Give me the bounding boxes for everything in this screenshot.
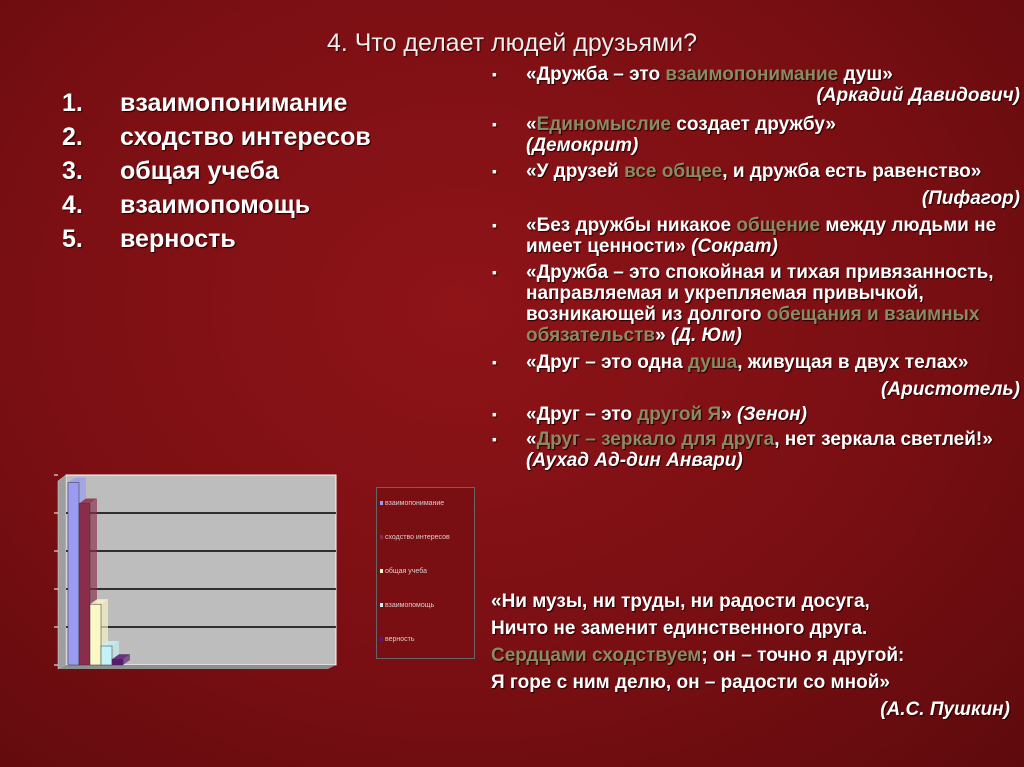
list-item [62, 120, 371, 154]
bar [79, 504, 90, 666]
bar [112, 659, 123, 665]
quote-keyword: обещания и взаимных обязательств [526, 304, 980, 346]
bullet-icon: ▪ [492, 431, 497, 447]
quote-text: «Друг – это [526, 404, 638, 425]
legend-item [380, 500, 444, 507]
poem-line [491, 642, 1016, 669]
slide-title: 4. Что делает людей друзьями? [326, 29, 698, 57]
bullet-icon: ▪ [492, 406, 497, 422]
poem-line: Я горе с ним делю, он – радости со мной» [491, 672, 890, 693]
chart-side-wall [58, 475, 66, 669]
quote-author: (Аухад Ад-дин Анвари) [526, 450, 743, 471]
bar-chart [38, 470, 340, 672]
legend-swatch [380, 569, 383, 573]
poem-keyword: Сердцами сходствуем [491, 645, 702, 666]
legend-label: сходство интересов [385, 534, 450, 541]
quote-text: « [526, 429, 537, 450]
item-text: сходство интересов [120, 123, 371, 151]
quote-text: «Друг – это одна [526, 352, 688, 373]
item-number: 2. [62, 123, 83, 151]
item-text: взаимопонимание [120, 89, 348, 117]
quote-item [492, 404, 1020, 425]
item-number: 5. [62, 225, 83, 253]
quotes-list [492, 64, 1020, 471]
legend-label: общая учеба [385, 568, 427, 575]
quote-keyword: Друг – зеркало для друга [536, 429, 775, 450]
list-item [62, 188, 371, 222]
quote-item [492, 262, 1020, 346]
list-item [62, 86, 371, 120]
quote-item [492, 64, 1020, 106]
item-number: 3. [62, 157, 83, 185]
poem-line: «Ни музы, ни труды, ни радости досуга, [491, 591, 870, 612]
quote-text: , нет зеркала светлей!» [774, 429, 993, 450]
quote-text: между людьми не имеет ценности» [526, 215, 997, 257]
quote-author: (Демокрит) [526, 135, 639, 156]
quote-text: «У друзей [526, 161, 625, 182]
item-number: 4. [62, 191, 83, 219]
quote-item [492, 352, 1020, 400]
chart-floor [58, 665, 336, 669]
legend-item [380, 534, 450, 541]
legend-label: верность [385, 636, 415, 643]
legend-item [380, 568, 427, 575]
legend-item [380, 636, 415, 643]
legend-swatch [380, 501, 383, 505]
pushkin-poem [491, 588, 1016, 723]
item-text: взаимопомощь [120, 191, 311, 219]
quote-author: (Сократ) [691, 236, 778, 257]
quote-item [492, 114, 1020, 156]
bullet-icon: ▪ [492, 217, 497, 233]
quote-text: » [655, 325, 671, 346]
bar [101, 646, 112, 665]
bullet-icon: ▪ [492, 116, 497, 132]
list-item [62, 222, 371, 256]
quote-author: (Зенон) [736, 404, 807, 425]
item-text: общая учеба [120, 157, 279, 185]
legend-swatch [380, 637, 383, 641]
quote-author: (Аркадий Давидович) [816, 85, 1020, 106]
quote-text: душ» [838, 64, 893, 85]
quote-keyword: все общее [624, 161, 723, 182]
bullet-icon: ▪ [492, 66, 497, 82]
quote-item [492, 429, 1020, 471]
legend-label: взаимопонимание [385, 500, 445, 507]
quote-text: «Дружба – это [526, 64, 666, 85]
quote-keyword: другой Я [637, 404, 722, 425]
item-number: 1. [62, 89, 83, 117]
quote-item [492, 161, 1020, 209]
bar [68, 483, 79, 665]
chart-legend [376, 487, 475, 659]
quote-keyword: общение [736, 215, 821, 236]
quote-text: » [721, 404, 737, 425]
list-item [62, 154, 371, 188]
quote-author: (Пифагор) [921, 188, 1020, 209]
quote-keyword: взаимопонимание [665, 64, 839, 85]
legend-item [380, 602, 434, 609]
quote-text: «Дружба – это спокойная и тихая привязанность, направляемая и укрепляемая привычкой, возникающей из долгого [526, 262, 994, 325]
poem-line-rest: ; он – точно я другой: [701, 645, 905, 666]
poem-author: (А.С. Пушкин) [880, 699, 1010, 720]
bar [90, 604, 101, 665]
quote-item [492, 215, 1020, 257]
quote-author: (Д. Юм) [670, 325, 742, 346]
quote-text: создает дружбу» [671, 114, 836, 135]
item-text: верность [120, 225, 236, 253]
quote-text: , живущая в двух телах» [737, 352, 969, 373]
quote-text: «Без дружбы никакое [526, 215, 737, 236]
quote-text: « [526, 114, 537, 135]
legend-label: взаимопомощь [385, 602, 435, 609]
quote-keyword: Единомыслие [536, 114, 671, 135]
legend-swatch [380, 535, 383, 539]
quote-author: (Аристотель) [881, 379, 1020, 400]
bullet-icon: ▪ [492, 163, 497, 179]
quote-text: , и дружба есть равенство» [722, 161, 982, 182]
poem-line: Ничто не заменит единственного друга. [491, 618, 868, 639]
quote-keyword: душа [687, 352, 738, 373]
legend-swatch [380, 603, 383, 607]
bullet-icon: ▪ [492, 264, 497, 280]
bullet-icon: ▪ [492, 354, 497, 370]
reasons-list [62, 86, 371, 256]
